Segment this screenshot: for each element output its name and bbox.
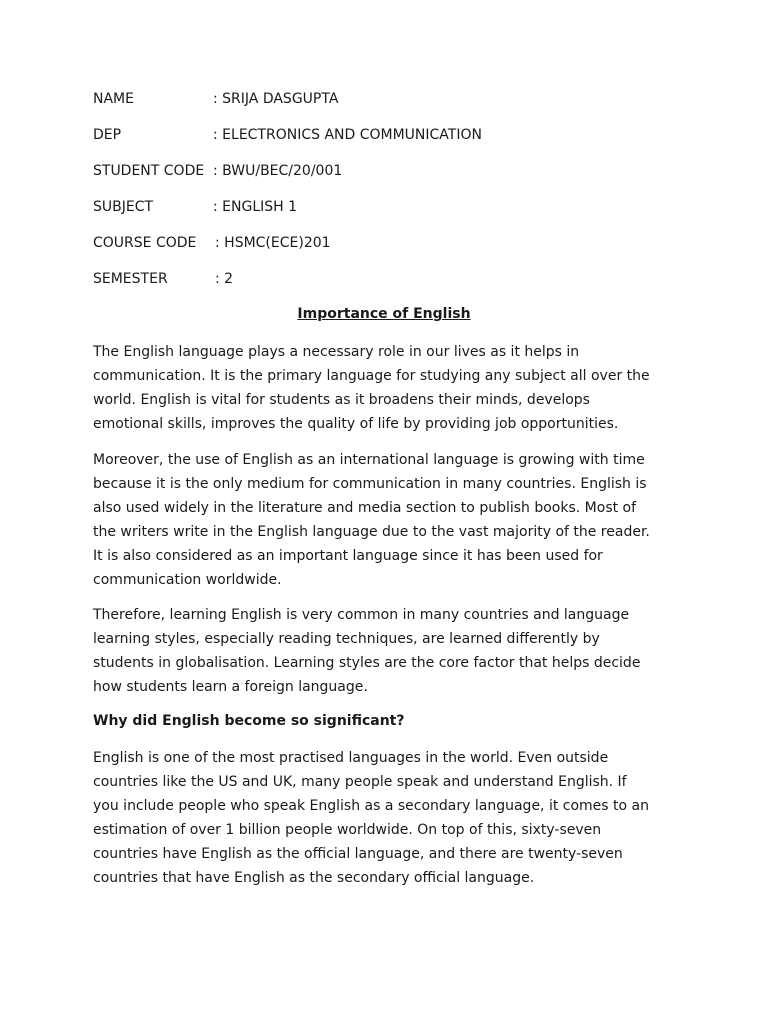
paragraph-line: estimation of over 1 billion people worldwide. On top of this, sixty-seven xyxy=(93,822,602,838)
meta-label: DEP xyxy=(93,127,122,143)
paragraph-line: communication worldwide. xyxy=(93,572,282,588)
meta-label: SEMESTER xyxy=(93,271,168,287)
meta-label: SUBJECT xyxy=(93,199,154,215)
paragraph-line: Therefore, learning English is very common in many countries and language xyxy=(93,607,630,623)
meta-value: : BWU/BEC/20/001 xyxy=(213,163,343,179)
meta-value: : ENGLISH 1 xyxy=(213,199,298,215)
meta-value: : HSMC(ECE)201 xyxy=(215,235,331,251)
paragraph-4 xyxy=(93,746,683,890)
paragraph-line: communication. It is the primary language for studying any subject all over the xyxy=(93,368,650,384)
paragraph-line: English is one of the most practised languages in the world. Even outside xyxy=(93,750,609,766)
paragraph-line: The English language plays a necessary role in our lives as it helps in xyxy=(93,344,580,360)
paragraph-line: how students learn a foreign language. xyxy=(93,679,368,695)
paragraph-1 xyxy=(93,340,683,436)
paragraph-line: It is also considered as an important language since it has been used for xyxy=(93,548,603,564)
paragraph-3 xyxy=(93,603,683,699)
meta-value: : SRIJA DASGUPTA xyxy=(213,91,339,107)
paragraph-line: learning styles, especially reading techniques, are learned differently by xyxy=(93,631,600,647)
paragraph-line: countries have English as the official language, and there are twenty-seven xyxy=(93,846,623,862)
paragraph-2 xyxy=(93,448,683,592)
paragraph-line: you include people who speak English as a secondary language, it comes to an xyxy=(93,798,650,814)
paragraph-line: Moreover, the use of English as an international language is growing with time xyxy=(93,452,645,468)
paragraph-line: emotional skills, improves the quality of life by providing job opportunities. xyxy=(93,416,619,432)
paragraph-line: countries like the US and UK, many people speak and understand English. If xyxy=(93,774,627,790)
meta-label: STUDENT CODE xyxy=(93,163,205,179)
paragraph-line: the writers write in the English language due to the vast majority of the reader. xyxy=(93,524,650,540)
meta-label: COURSE CODE xyxy=(93,235,197,251)
section-subheading: Why did English become so significant? xyxy=(93,713,405,729)
paragraph-line: also used widely in the literature and media section to publish books. Most of xyxy=(93,500,637,516)
meta-label: NAME xyxy=(93,91,134,107)
document-title: Importance of English xyxy=(297,306,471,322)
paragraph-line: students in globalisation. Learning styles are the core factor that helps decide xyxy=(93,655,641,671)
paragraph-line: countries that have English as the secondary official language. xyxy=(93,870,535,886)
paragraph-line: world. English is vital for students as it broadens their minds, develops xyxy=(93,392,590,408)
meta-value: : 2 xyxy=(215,271,234,287)
paragraph-line: because it is the only medium for communication in many countries. English is xyxy=(93,476,647,492)
meta-value: : ELECTRONICS AND COMMUNICATION xyxy=(213,127,482,143)
